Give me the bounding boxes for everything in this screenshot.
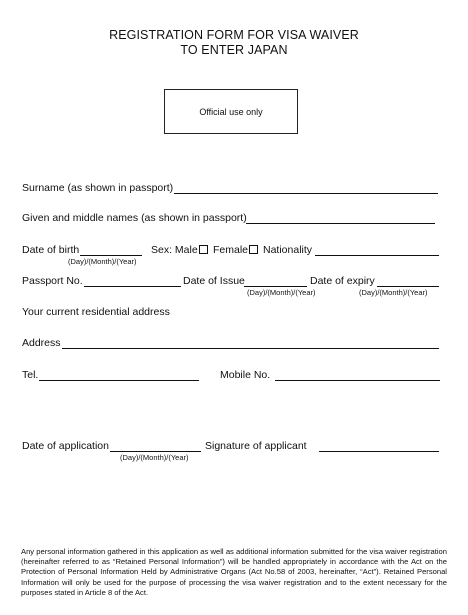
date-of-application-label: Date of application — [22, 440, 109, 452]
date-of-issue-hint: (Day)/(Month)/(Year) — [247, 288, 316, 297]
date-of-expiry-field[interactable] — [377, 286, 439, 287]
male-checkbox[interactable] — [199, 245, 208, 254]
nationality-label: Nationality — [263, 244, 313, 256]
passport-no-label: Passport No. — [22, 275, 83, 287]
given-names-field[interactable] — [246, 223, 435, 224]
date-of-application-field[interactable] — [110, 451, 201, 452]
date-of-expiry-label: Date of expiry — [310, 275, 375, 287]
date-of-application-hint: (Day)/(Month)/(Year) — [120, 453, 189, 462]
date-of-expiry-hint: (Day)/(Month)/(Year) — [359, 288, 428, 297]
official-use-label: Official use only — [199, 106, 263, 117]
date-of-issue-field[interactable] — [244, 286, 307, 287]
tel-label: Tel. — [22, 369, 39, 381]
female-label: Female — [213, 244, 249, 256]
privacy-notice: Any personal information gathered in this application as well as additional information submitted for the visa waiver registration (hereinafter referred to as “Retained Personal Information”) will be handled appropriately in accordance with the Act on the Protection of Personal Information Held by Administrative Organs (Act No.58 of 2003, hereinafter, “Act”). Retained Personal Information will only be used for the purpose of processing the visa waiver registration and to the extent necessary for the purposes stated in Article 8 of the Act. — [21, 547, 447, 597]
nationality-field[interactable] — [315, 255, 439, 256]
passport-no-field[interactable] — [84, 286, 181, 287]
mobile-label: Mobile No. — [220, 369, 271, 381]
date-of-birth-label: Date of birth — [22, 244, 80, 256]
address-label: Address — [22, 337, 61, 349]
given-names-label: Given and middle names (as shown in passport) — [22, 212, 247, 224]
form-title-line2: TO ENTER JAPAN — [180, 43, 288, 57]
tel-field[interactable] — [39, 380, 199, 381]
date-of-birth-hint: (Day)/(Month)/(Year) — [68, 257, 137, 266]
surname-label: Surname (as shown in passport) — [22, 182, 174, 194]
date-of-birth-field[interactable] — [80, 255, 142, 256]
surname-field[interactable] — [174, 193, 438, 194]
female-checkbox[interactable] — [249, 245, 258, 254]
residential-address-heading: Your current residential address — [22, 306, 170, 318]
form-title-line1: REGISTRATION FORM FOR VISA WAIVER — [109, 28, 359, 42]
official-use-box — [164, 89, 298, 134]
signature-label: Signature of applicant — [205, 440, 307, 452]
date-of-issue-label: Date of Issue — [183, 275, 245, 287]
mobile-field[interactable] — [275, 380, 440, 381]
signature-field[interactable] — [319, 451, 439, 452]
address-field[interactable] — [62, 348, 439, 349]
sex-male-label: Sex: Male — [151, 244, 198, 256]
